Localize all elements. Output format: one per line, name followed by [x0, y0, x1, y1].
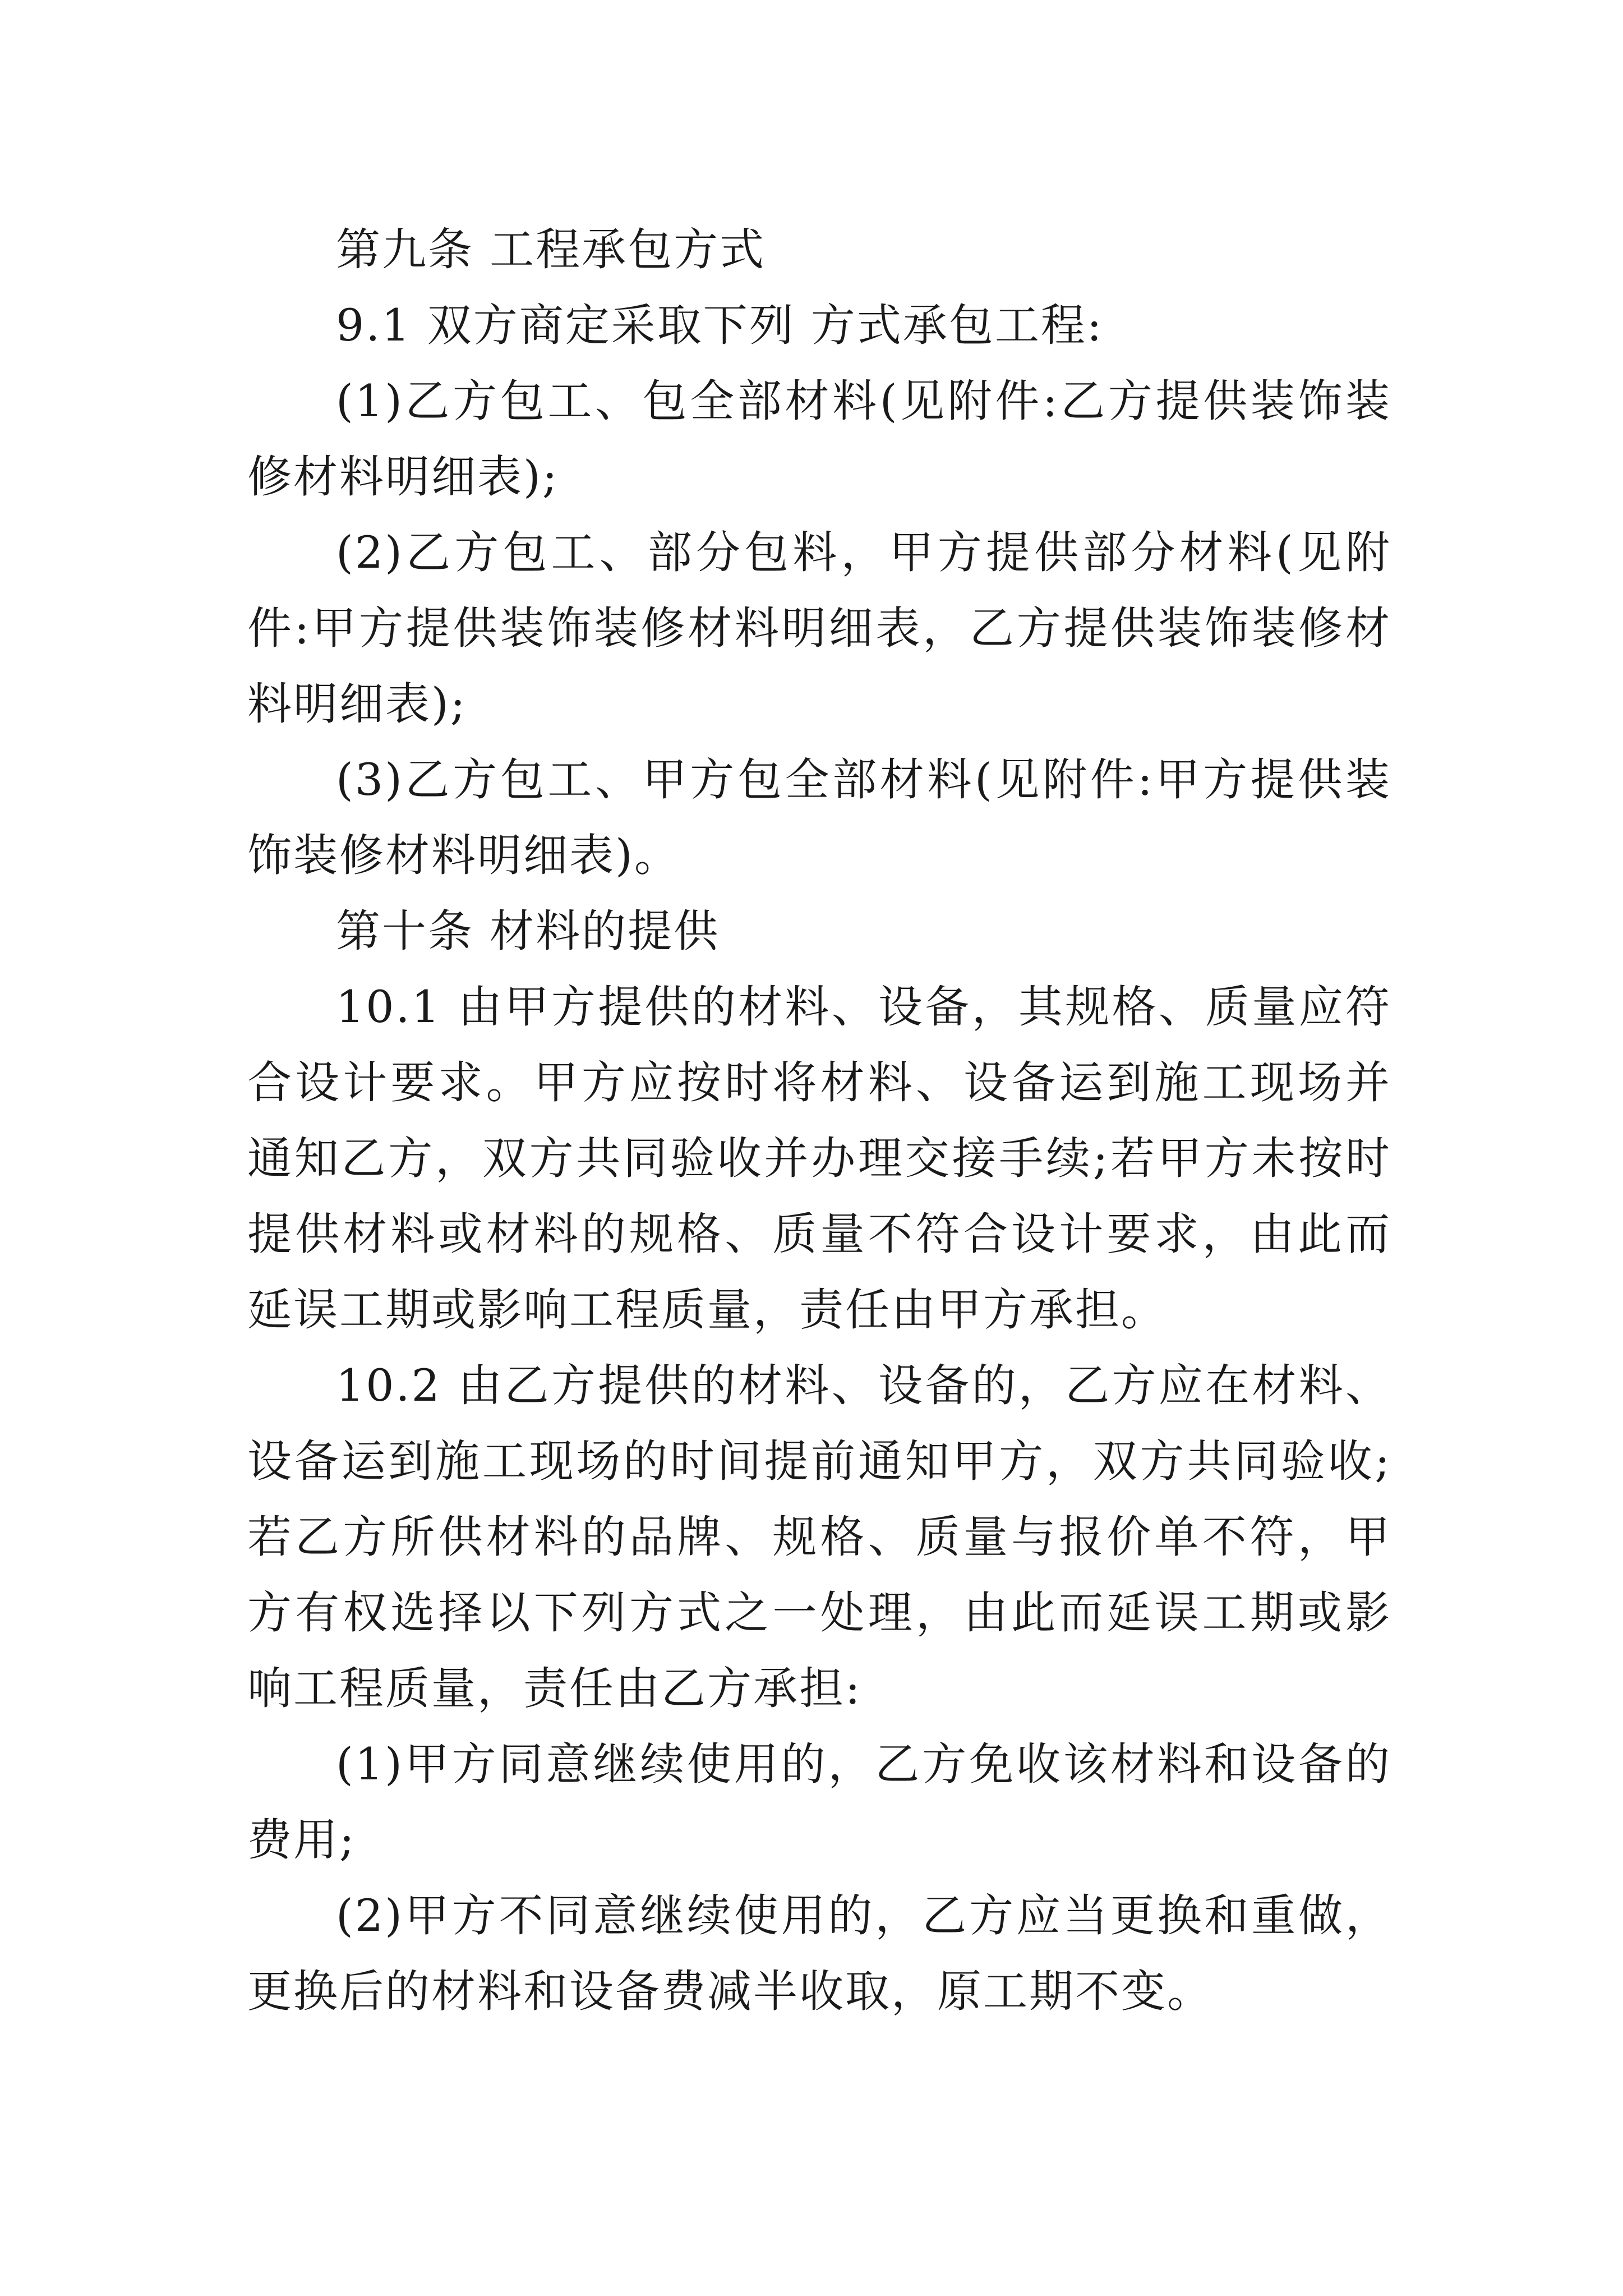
clause-10-2: 10.2 由乙方提供的材料、设备的，乙方应在材料、设备运到施工现场的时间提前通知甲方，双方共同验收;若乙方所供材料的品牌、规格、质量与报价单不符，甲方有权选择以下列方式之一处理，由此而延误工期或影响工程质量，责任由乙方承担: — [247, 1360, 1391, 1714]
clause-9-1-option-3: (3)乙方包工、甲方包全部材料(见附件:甲方提供装饰装修材料明细表)。 — [247, 754, 1391, 881]
clause-10-1: 10.1 由甲方提供的材料、设备，其规格、质量应符合设计要求。甲方应按时将材料、设备运到施工现场并通知乙方，双方共同验收并办理交接手续;若甲方未按时提供材料或材料的规格、质量不符合设计要求，由此而延误工期或影响工程质量，责任由甲方承担。 — [247, 981, 1391, 1336]
clause-9-1-option-2: (2)乙方包工、部分包料，甲方提供部分材料(见附件:甲方提供装饰装修材料明细表，乙方提供装饰装修材料明细表); — [247, 527, 1391, 730]
clause-10-2-option-1: (1)甲方同意继续使用的，乙方免收该材料和设备的费用; — [247, 1738, 1391, 1866]
document-body — [247, 212, 1391, 2030]
clause-10-2-option-2: (2)甲方不同意继续使用的，乙方应当更换和重做，更换后的材料和设备费减半收取，原工期不变。 — [247, 1890, 1391, 2017]
article-10-heading: 第十条 材料的提供 — [336, 905, 720, 957]
article-9-heading: 第九条 工程承包方式 — [336, 224, 766, 275]
clause-9-1-option-1: (1)乙方包工、包全部材料(见附件:乙方提供装饰装修材料明细表); — [247, 375, 1391, 503]
clause-9-1: 9.1 双方商定采取下列 方式承包工程: — [336, 300, 1104, 351]
